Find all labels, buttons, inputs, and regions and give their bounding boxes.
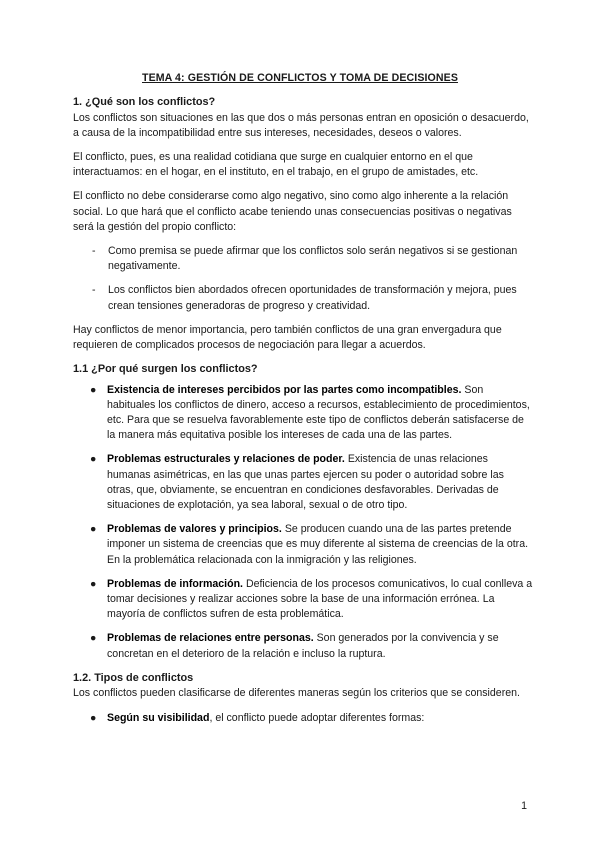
bullet-icon: ● [90, 453, 97, 466]
list-item: - Los conflictos bien abordados ofrecen oportunidades de transformación y mejora, pues crean tensiones generadoras de progreso y creatividad. [73, 283, 533, 313]
list-item-text: , el conflicto puede adoptar diferentes formas: [209, 711, 425, 724]
section-1-2-heading: 1.2. Tipos de conflictos [73, 671, 194, 684]
list-item-bold: Problemas de relaciones entre personas. [107, 632, 314, 645]
list-item [73, 383, 533, 444]
page-number: 1 [521, 800, 527, 812]
document-title: TEMA 4: GESTIÓN DE CONFLICTOS Y TOMA DE DECISIONES [142, 72, 458, 84]
document-body [73, 95, 533, 735]
paragraph: El conflicto, pues, es una realidad cotidiana que surge en cualquier entorno en el que interactuamos: en el hogar, en el instituto, en el trabajo, en el grupo de amistades, etc. [73, 150, 479, 179]
dash-list [73, 244, 533, 314]
list-item-bold: Problemas de valores y principios. [107, 523, 282, 536]
list-item-bold: Existencia de intereses percibidos por las partes como incompatibles. [107, 383, 462, 396]
list-item-bold: Problemas de información. [107, 577, 243, 590]
bullet-icon: ● [90, 383, 97, 396]
list-item [73, 631, 533, 661]
bullet-list [73, 711, 533, 726]
list-item [73, 522, 533, 568]
list-item-text: Son generados por la convivencia y se concretan en el deterioro de la relación e incluso la ruptura. [107, 632, 499, 660]
list-item-bold: Según su visibilidad [107, 711, 210, 724]
bullet-icon: ● [90, 711, 97, 724]
bullet-icon: ● [90, 632, 97, 645]
bullet-list [73, 383, 533, 662]
list-item-text: Son habituales los conflictos de dinero, acceso a recursos, establecimiento de procedimientos, etc. Para que se resuelva favorablemente este tipo de conflictos deberán satisfacerse de la manera más equitativa posible los intereses de cada una de las partes. [107, 383, 530, 442]
section-1-1-heading: 1.1 ¿Por qué surgen los conflictos? [73, 363, 258, 376]
list-item [73, 577, 533, 623]
list-item [73, 711, 533, 726]
paragraph: El conflicto no debe considerarse como algo negativo, sino como algo inherente a la relación social. Lo que hará que el conflicto acabe teniendo unas consecuencias positivas o negativas será la gestión del propio conflicto: [73, 190, 512, 233]
list-item: - Como premisa se puede afirmar que los conflictos solo serán negativos si se gestionan negativamente. [73, 244, 533, 274]
bullet-icon: ● [90, 577, 97, 590]
list-item-bold: Problemas estructurales y relaciones de poder. [107, 453, 345, 466]
section-1-heading: 1. ¿Qué son los conflictos? [73, 96, 216, 108]
paragraph: Los conflictos son situaciones en las que dos o más personas entran en oposición o desacuerdo, a causa de la incompatibilidad entre sus intereses, necesidades, deseos o valores. [73, 111, 529, 139]
list-item-text: Se producen cuando una de las partes pretende imponer un sistema de creencias que es muy diferente al sistema de creencias de la otra. En la problemática relacionada con la inmigración y las religiones. [107, 523, 529, 566]
bullet-icon: ● [90, 523, 97, 536]
list-item [73, 452, 533, 513]
list-item-text: Deficiencia de los procesos comunicativos, lo cual conlleva a tomar decisiones y realizar acciones sobre la base de una información errónea. La mayoría de conflictos sufren de esta problemática. [107, 577, 533, 621]
paragraph: Hay conflictos de menor importancia, pero también conflictos de una gran envergadura que requieren de complicados procesos de negociación para llegar a acuerdos. [73, 323, 502, 351]
list-item-text: Existencia de unas relaciones humanas asimétricas, en las que unas partes ejercen su poder o autoridad sobre las otras, que, obviamente, se encuentran en condiciones desfavorables. Derivadas de situaciones de explotación, ya sea laboral, sexual o de otro tipo. [107, 453, 504, 512]
paragraph: Los conflictos pueden clasificarse de diferentes maneras según los criterios que se consideren. [73, 687, 520, 700]
